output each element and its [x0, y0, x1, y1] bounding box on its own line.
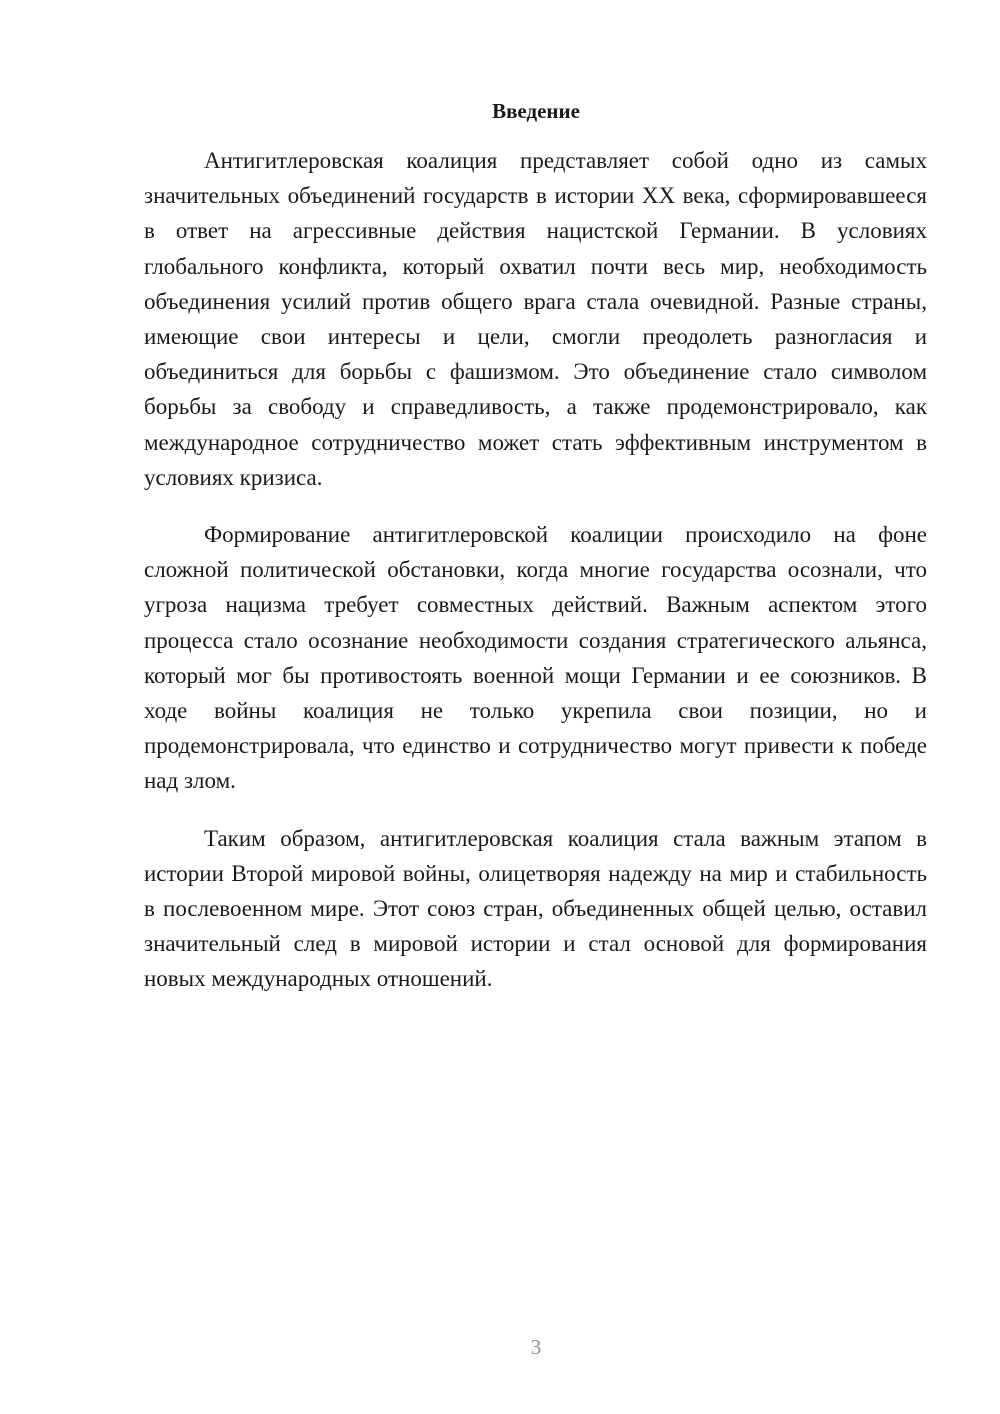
page-number: 3: [530, 1335, 542, 1359]
paragraph-3: Таким образом, антигитлеровская коалиция стала важным этапом в истории Второй мировой войны, олицетворяя надежду на мир и стабильность в послевоенном мире. Этот союз стран, объединенных общей целью, оставил значительный след в мировой истории и стал основой для формирования новых международных отношений.: [144, 825, 927, 992]
section-heading: Введение: [492, 99, 580, 123]
paragraph-1: Антигитлеровская коалиция представляет собой одно из самых значительных объединений государств в истории XX века, сформировавшееся в ответ на агрессивные действия нацистской Германии. В условиях глобального конфликта, который охватил почти весь мир, необходимость объединения усилий против общего врага стала очевидной. Разные страны, имеющие свои интересы и цели, смогли преодолеть разногласия и объединиться для борьбы с фашизмом. Это объединение стало символом борьбы за свободу и справедливость, а также продемонстрировало, как международное сотрудничество может стать эффективным инструментом в условиях кризиса.: [144, 148, 927, 490]
body-text: [144, 143, 927, 1019]
paragraph-2: Формирование антигитлеровской коалиции происходило на фоне сложной политической обстановки, когда многие государства осознали, что угроза нацизма требует совместных действий. Важным аспектом этого процесса стало осознание необходимости создания стратегического альянса, который мог бы противостоять военной мощи Германии и ее союзников. В ходе войны коалиция не только укрепила свои позиции, но и продемонстрировала, что единство и сотрудничество могут привести к победе над злом.: [144, 522, 927, 794]
